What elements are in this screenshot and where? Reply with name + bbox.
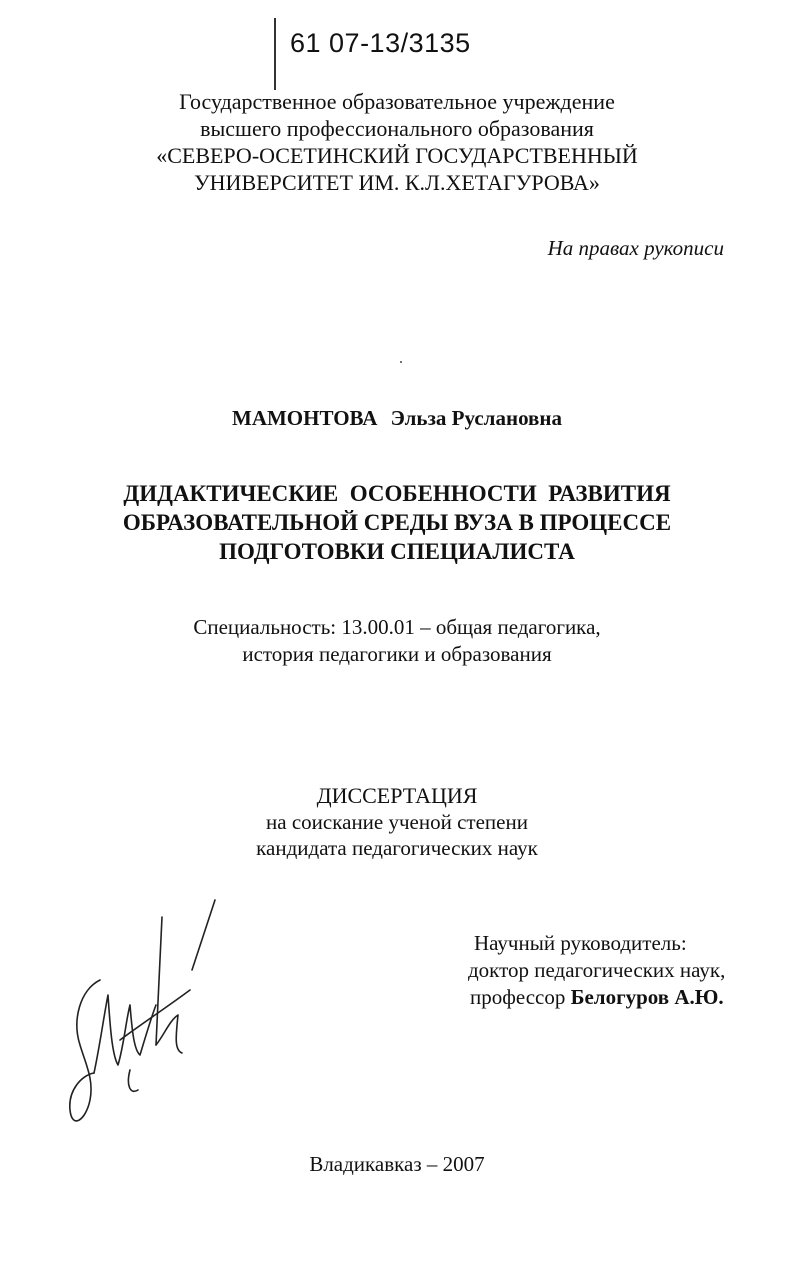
rights-note: На правах рукописи <box>547 236 724 260</box>
specialty-line: история педагогики и образования <box>242 642 552 666</box>
supervisor-label: Научный руководитель: <box>474 931 687 955</box>
supervisor-name: Белогуров А.Ю. <box>570 985 724 1009</box>
dissertation-line: кандидата педагогических наук <box>256 836 538 860</box>
title-line: ОБРАЗОВАТЕЛЬНОЙ СРЕДЫ ВУЗА В ПРОЦЕССЕ <box>122 510 672 535</box>
title-line: ПОДГОТОВКИ СПЕЦИАЛИСТА <box>219 539 575 564</box>
specialty-line: Специальность: 13.00.01 – общая педагогика, <box>193 615 601 639</box>
author-name <box>0 406 794 431</box>
supervisor-degree: доктор педагогических наук, <box>468 958 726 982</box>
title-line: ДИДАКТИЧЕСКИЕ ОСОБЕННОСТИ РАЗВИТИЯ <box>123 481 671 506</box>
specialty-block <box>0 614 794 668</box>
institution-line: Государственное образовательное учреждение <box>179 89 615 114</box>
dissertation-line: на соискание ученой степени <box>266 810 528 834</box>
supervisor-name-line <box>470 984 725 1011</box>
author-surname: МАМОНТОВА <box>232 406 378 430</box>
institution-line: высшего профессионального образования <box>200 116 594 141</box>
dissertation-heading: ДИССЕРТАЦИЯ <box>316 783 478 808</box>
dissertation-block <box>0 783 794 861</box>
scan-speck <box>400 361 402 363</box>
institution-line: «СЕВЕРО-ОСЕТИНСКИЙ ГОСУДАРСТВЕННЫЙ <box>156 143 638 168</box>
handwritten-signature <box>60 895 240 1135</box>
supervisor-title: профессор <box>470 985 571 1009</box>
institution-line: УНИВЕРСИТЕТ ИМ. К.Л.ХЕТАГУРОВА» <box>194 170 600 195</box>
supervisor-block <box>468 930 726 1011</box>
archive-code-bar <box>274 18 276 90</box>
archive-code: 61 07-13/3135 <box>290 28 471 58</box>
dissertation-title <box>0 479 794 566</box>
institution-block <box>0 88 794 196</box>
city-year: Владикавказ – 2007 <box>309 1152 485 1176</box>
author-given-names: Эльза Руслановна <box>390 406 562 430</box>
